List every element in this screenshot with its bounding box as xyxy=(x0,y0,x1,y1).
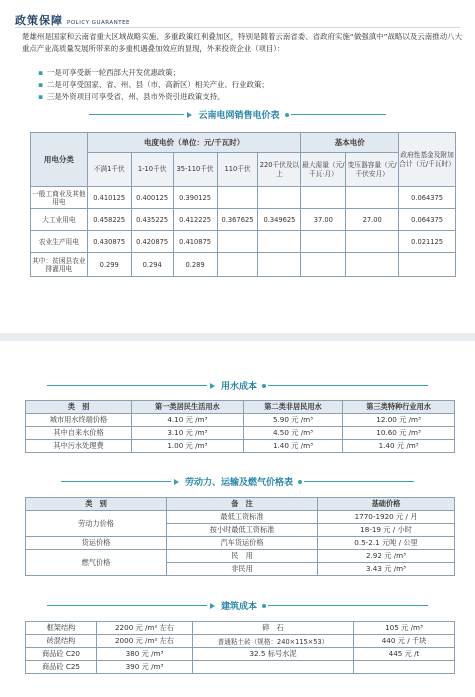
sub-header: 最大需量（元/千瓦·月） xyxy=(301,153,346,187)
col-price-group: 电度电价（单位：元/千瓦时） xyxy=(87,133,301,153)
cell: 0.410875 xyxy=(173,231,217,253)
cell: 2200 元 /m² 左右 xyxy=(97,622,193,635)
cell: 3.43 元 /m³ xyxy=(318,563,455,576)
cell: 390 元 /m³ xyxy=(97,661,193,674)
power-section-title xyxy=(0,108,475,121)
bullet-dot-icon: ▪ xyxy=(38,68,44,77)
cell: 440 元 / 千块 xyxy=(354,635,455,648)
cell: 0.349625 xyxy=(258,209,301,231)
cell: 1.00 元 /m³ xyxy=(132,440,244,453)
cell: 4.50 元 /m³ xyxy=(243,427,343,440)
table-row xyxy=(31,253,456,277)
cell: 0.5-2.1 元吨 / 公里 xyxy=(318,537,455,550)
cell: 0.367625 xyxy=(217,209,258,231)
table-row xyxy=(26,427,455,440)
title-rule xyxy=(268,605,428,606)
cell xyxy=(258,187,301,209)
col-header: 类 别 xyxy=(26,498,167,511)
building-cost-table xyxy=(25,621,455,674)
cell: 商品砼 C20 xyxy=(26,648,97,661)
cell xyxy=(258,231,301,253)
cell xyxy=(217,253,258,277)
row-label: 一般工商业及其他用电 xyxy=(31,187,88,209)
table-row xyxy=(26,550,455,563)
cell: 105 元 /m³ xyxy=(354,622,455,635)
title-rule xyxy=(47,385,207,386)
cell: 砖混结构 xyxy=(26,635,97,648)
col-header: 类 别 xyxy=(26,401,132,414)
cell xyxy=(217,187,258,209)
sub-header: 不满1千伏 xyxy=(87,153,131,187)
triangle-icon xyxy=(210,603,215,609)
cell xyxy=(346,187,399,209)
cell: 0.294 xyxy=(131,253,173,277)
cell: 非民用 xyxy=(167,563,318,576)
bullet-item xyxy=(38,91,224,102)
bullet-dot-icon: ▪ xyxy=(38,80,44,89)
section-header xyxy=(15,12,130,28)
cell: 0.435225 xyxy=(131,209,173,231)
cell: 10.60 元 /m³ xyxy=(343,427,455,440)
labor-section-title xyxy=(0,475,475,488)
cell xyxy=(258,253,301,277)
title-rule xyxy=(61,481,171,482)
table-row xyxy=(26,622,455,635)
dot-icon xyxy=(285,113,289,117)
cell: 0.064375 xyxy=(399,209,456,231)
cell: 框架结构 xyxy=(26,622,97,635)
cell xyxy=(346,253,399,277)
header-title-cn: 政策保障 xyxy=(15,14,63,27)
bullet-text: 一是可享受新一轮西部大开发优惠政策； xyxy=(47,68,181,77)
cell: 380 元 /m³ xyxy=(97,648,193,661)
cell: 0.420875 xyxy=(131,231,173,253)
table-row xyxy=(26,511,455,524)
cell: 0.021125 xyxy=(399,231,456,253)
cell: 0.458225 xyxy=(87,209,131,231)
cell: 27.00 xyxy=(346,209,399,231)
row-label: 其中：贫困县农业排灌用电 xyxy=(31,253,88,277)
triangle-icon xyxy=(174,479,179,485)
row-label: 农业生产用电 xyxy=(31,231,88,253)
bullet-text: 二是可享受国家、省、州、县（市、高新区）相关产业、行业政策； xyxy=(47,80,269,89)
cell xyxy=(354,661,455,674)
bullet-dot-icon: ▪ xyxy=(38,92,44,101)
col-category: 用电分类 xyxy=(31,133,88,187)
power-price-table xyxy=(30,132,456,277)
sub-header: 35-110千伏 xyxy=(173,153,217,187)
intro-paragraph: 楚雄州是国家和云南省重大区域战略实施、多重政策红利叠加区，特别是随着云南省委、省政府实施“做强滇中”战略以及云南推动八大重点产业高质量发展所带来的多重机遇叠加效应的显现，外来投资企业（项目）： xyxy=(22,32,462,53)
dot-icon xyxy=(262,604,266,608)
title-rule xyxy=(291,114,386,115)
cell: 0.430875 xyxy=(87,231,131,253)
sub-header: 220千伏及以上 xyxy=(258,153,301,187)
col-basic-group: 基本电价 xyxy=(301,133,399,153)
cell: 37.00 xyxy=(301,209,346,231)
cell xyxy=(301,187,346,209)
cell: 其中自来水价格 xyxy=(26,427,132,440)
table-row xyxy=(26,537,455,550)
cell: 民 用 xyxy=(167,550,318,563)
title-rule xyxy=(47,605,207,606)
cell: 0.412225 xyxy=(173,209,217,231)
cell: 1770-1920 元 / 月 xyxy=(318,511,455,524)
cell: 0.289 xyxy=(173,253,217,277)
title-rule xyxy=(268,385,428,386)
cell: 0.390125 xyxy=(173,187,217,209)
bullet-text: 三是外资项目可享受省、州、县市外资引进政策支持。 xyxy=(47,92,225,101)
table-row xyxy=(26,635,455,648)
cost-panel xyxy=(0,341,475,697)
cell: 445 元 /t xyxy=(354,648,455,661)
page-gap xyxy=(0,333,475,341)
table-row xyxy=(26,661,455,674)
title-rule xyxy=(89,114,184,115)
table-row xyxy=(26,414,455,427)
table-row xyxy=(31,209,456,231)
row-label: 大工业用电 xyxy=(31,209,88,231)
build-section-title xyxy=(0,599,475,612)
table-row xyxy=(31,187,456,209)
cell: 2.92 元 /m³ xyxy=(318,550,455,563)
cell: 18-19 元 / 小时 xyxy=(318,524,455,537)
cell: 按小时最低工资标准 xyxy=(167,524,318,537)
cell xyxy=(301,231,346,253)
col-fund: 政府性基金及附加合计（元/千瓦时） xyxy=(399,133,456,187)
sub-header: 变压器容量（元/千伏安月） xyxy=(346,153,399,187)
cell: 汽车货运价格 xyxy=(167,537,318,550)
cell: 12.00 元 /m³ xyxy=(343,414,455,427)
col-header: 第三类特种行业用水 xyxy=(343,401,455,414)
cell: 其中污水处理费 xyxy=(26,440,132,453)
row-label: 货运价格 xyxy=(26,537,167,550)
cell: 1.40 元 /m³ xyxy=(243,440,343,453)
cell: 城市用水终端价格 xyxy=(26,414,132,427)
cell xyxy=(399,253,456,277)
table-row xyxy=(26,440,455,453)
water-cost-table xyxy=(25,400,455,453)
cell: 0.064375 xyxy=(399,187,456,209)
cell xyxy=(217,231,258,253)
build-table-title: 建筑成本 xyxy=(220,602,257,612)
bullet-item xyxy=(38,79,269,90)
sub-header: 1-10千伏 xyxy=(131,153,173,187)
cell: 2000 元 /m² 左右 xyxy=(97,635,193,648)
labor-table-title: 劳动力、运输及燃气价格表 xyxy=(184,478,293,488)
cell: 商品砼 C25 xyxy=(26,661,97,674)
cell: 32.5 标号水泥 xyxy=(193,648,354,661)
col-header: 基础价格 xyxy=(318,498,455,511)
water-table-title: 用水成本 xyxy=(220,382,257,392)
cell: 1.40 元 /m³ xyxy=(343,440,455,453)
bullet-item xyxy=(38,67,180,78)
header-title-en: POLICY GUARANTEE xyxy=(67,20,131,26)
table-row xyxy=(31,231,456,253)
triangle-icon xyxy=(187,112,192,118)
title-rule xyxy=(304,481,414,482)
cell: 普通粘土砖（规格：240×115×53） xyxy=(193,635,354,648)
header-divider xyxy=(15,27,460,28)
col-header: 备 注 xyxy=(167,498,318,511)
cell: 碎 石 xyxy=(193,622,354,635)
cell: 4.10 元 /m³ xyxy=(132,414,244,427)
cell: 0.410125 xyxy=(87,187,131,209)
col-header: 第二类非居民用水 xyxy=(243,401,343,414)
cell: 0.400125 xyxy=(131,187,173,209)
cell xyxy=(193,661,354,674)
labor-transport-gas-table xyxy=(25,497,455,576)
dot-icon xyxy=(298,480,302,484)
water-section-title xyxy=(0,379,475,392)
cell xyxy=(346,231,399,253)
row-label: 劳动力价格 xyxy=(26,511,167,537)
power-table-title: 云南电网销售电价表 xyxy=(198,111,280,121)
sub-header: 110千伏 xyxy=(217,153,258,187)
cell xyxy=(301,253,346,277)
cell: 0.299 xyxy=(87,253,131,277)
cell: 3.10 元 /m³ xyxy=(132,427,244,440)
cell: 最低工资标准 xyxy=(167,511,318,524)
row-label: 燃气价格 xyxy=(26,550,167,576)
policy-panel xyxy=(0,0,475,333)
col-header: 第一类居民生活用水 xyxy=(132,401,244,414)
table-row xyxy=(26,648,455,661)
cell: 5.90 元 /m³ xyxy=(243,414,343,427)
triangle-icon xyxy=(210,383,215,389)
dot-icon xyxy=(262,384,266,388)
